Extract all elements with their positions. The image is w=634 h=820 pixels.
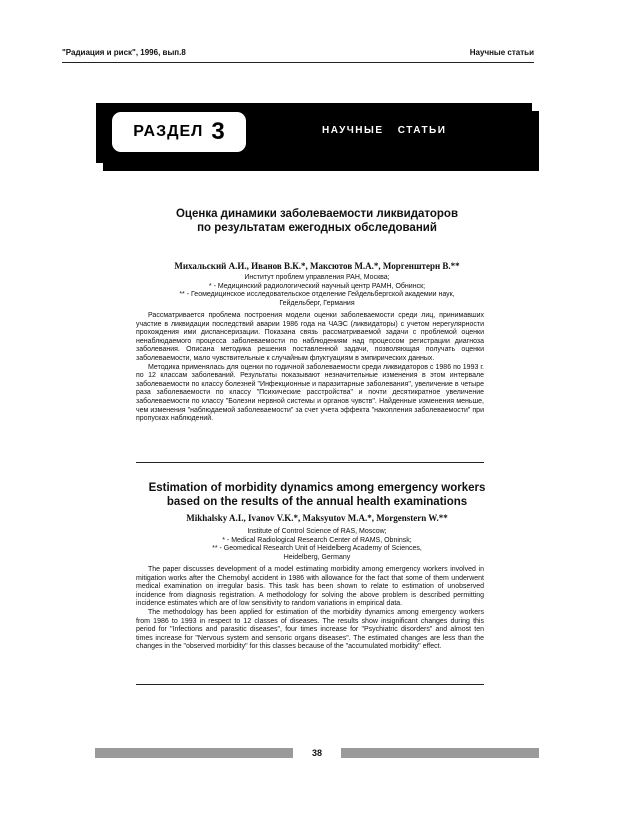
section-label: РАЗДЕЛ: [133, 123, 204, 140]
en-title-line-2: based on the results of the annual health examinations: [166, 496, 468, 508]
ru-affiliation: * - Медицинский радиологический научный центр РАМН, Обнинск;: [208, 282, 426, 290]
en-affiliation: ** - Geomedical Research Unit of Heidelberg Academy of Sciences,: [212, 545, 422, 553]
en-affiliation: Institute of Control Science of RAS, Moscow;: [247, 528, 387, 535]
ru-article-title: [62, 207, 572, 235]
ru-title-line-1: Оценка динамики заболеваемости ликвидаторов: [175, 208, 459, 220]
section-number: 3: [211, 118, 225, 145]
section-label-box: [112, 112, 246, 152]
ru-title-line-2: по результатам ежегодных обследований: [197, 222, 437, 234]
en-abstract-paragraph: The methodology has been applied for estimation of the morbidity dynamics among emergency workers from 1986 to 1993 in respect to 12 classes of diseases. The results show insignificant changes during this period for "Infections and parasitic diseases", four times increase for "Psychiatric disorders" and almost ten times increase for "Nervous system and sensoric organs diseases". The estimated changes are less than the changes in the "observed morbidity" for this classes because of the "accumulated morbidity" effect.: [136, 608, 484, 651]
en-authors: Mikhalsky A.I., Ivanov V.K.*, Maksyutov M.A.*, Morgenstern W.**: [186, 513, 448, 523]
page-number: 38: [311, 748, 322, 758]
ru-affiliation: Гейдельберг, Германия: [279, 299, 355, 307]
en-article-title: [62, 481, 572, 509]
section-name: Научные статьи: [469, 48, 534, 57]
ru-abstract-paragraph: Рассматривается проблема построения модели оценки заболеваемости среди лиц, принимавших участие в ликвидации последствий аварии 1986 года на ЧАЭС (ликвидаторы) с учетом нерегулярности прохождения ими диспансеризации. Показана связь рассматриваемой задачи с проблемой оценки ненаблюдаемого процесса заболеваемости по наблюдениям над процессом регистрации диагноза заболевания. Описана методика решения поставленной задачи, позволяющая получать оценки заболеваемости, мало чувствительные к случайным флуктуациям в эмпирических данных.: [136, 312, 484, 362]
ru-abstract-paragraph: Методика применялась для оценки по годичной заболеваемости среди ликвидаторов с 1986 по 1993 г. по 12 классам заболеваний. Результаты показывают незначительные изменения в этом интервале заболеваемости по классу болезней "Инфекционные и паразитарные заболевания", увеличение в четыре раза заболеваемости по классу "Психические расстройства" и почти десятикратное увеличение заболеваемости по классу "Болезни нервной системы и органов чувств". Найденные изменения меньше, чем изменения "наблюдаемой заболеваемости" за счет учета эффекта "накопления заболеваемости" при пропусках наблюдений.: [136, 363, 484, 423]
footer-bar-left: [95, 748, 293, 758]
running-head: [62, 48, 534, 57]
en-affiliations: [62, 528, 572, 562]
journal-reference: "Радиация и риск", 1996, вып.8: [62, 48, 186, 57]
en-abstract: [136, 566, 484, 652]
section-divider: [136, 462, 484, 463]
footer-bar-right: [341, 748, 539, 758]
en-affiliation: * - Medical Radiological Research Center of RAMS, Obninsk;: [222, 536, 412, 544]
ru-affiliation: ** - Геомедицинское исследовательское отделение Гейдельбергской академии наук,: [179, 291, 455, 299]
ru-abstract: [136, 312, 484, 424]
ru-affiliation: Институт проблем управления РАН, Москва;: [244, 274, 390, 281]
section-divider: [136, 684, 484, 685]
en-title-line-1: Estimation of morbidity dynamics among emergency workers: [148, 482, 486, 494]
section-title: НАУЧНЫЕ СТАТЬИ: [322, 125, 447, 136]
en-abstract-paragraph: The paper discusses development of a model estimating morbidity among emergency workers involved in mitigation works after the Chernobyl accident in 1986 with allowance for the fact that some of them underwent medical examination on irregular basis. This task has been shown to relate to estimation of unobserved incidence from diagnosis registration. A methodology for solving the above problem is described permitting incidence estimates which are of low sensitivity to random variations in empirical data.: [136, 566, 484, 608]
header-rule: [62, 62, 534, 63]
ru-authors: Михальский А.И., Иванов В.К.*, Максютов М.А.*, Моргенштерн В.**: [174, 261, 460, 271]
en-affiliation: Heidelberg, Germany: [283, 553, 351, 561]
ru-affiliations: [62, 274, 572, 308]
